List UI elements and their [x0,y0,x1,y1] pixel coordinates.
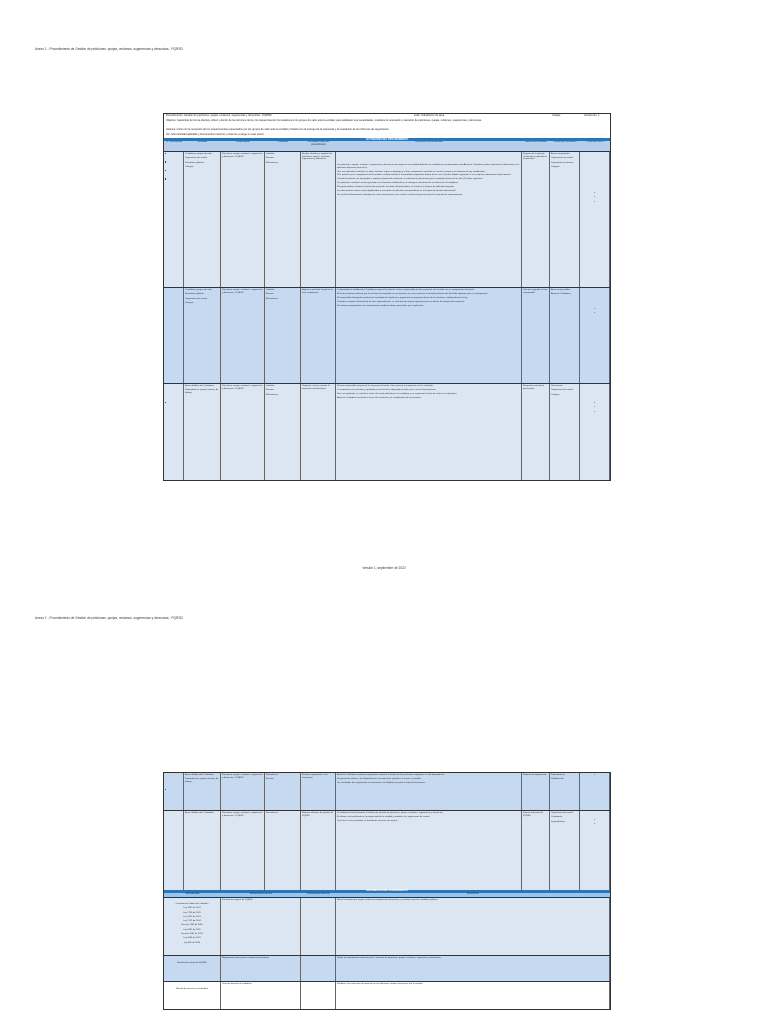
doc-internal [221,956,301,982]
description-paragraph: Los resultados del seguimiento se reportarán a la Subdirección para la toma de decisiones. [337,781,426,784]
control-mark: x [593,196,596,199]
bullet-icon [165,789,182,792]
provider-item: Electrónicas [266,161,278,164]
activity-client [550,811,580,891]
activity-inputs [184,811,221,891]
activity-number [164,811,184,891]
col-provider: Proveedor [265,141,302,151]
description-paragraph: Una vez aprobada, se remitirá a través del canal indicado por el ciudadano y se registrará la fecha de envío en el aplicativo. [337,392,458,395]
description-paragraph: Se realizará seguimiento a los vencimientos mediante alertas generadas por el aplicativo. [337,304,424,307]
input-item: Ciudadano, grupos de valor [185,153,212,155]
description-paragraph: La dependencia de Atención Ciudadana asignará la petición al área responsable de dar respuesta, de acuerdo con su competencia funcional. [337,289,475,291]
activity-key [301,773,336,810]
activity-responsible [221,773,265,810]
client-item: Dependencias internas [551,161,574,164]
info-procedure: Procedimiento: Gestión de peticiones, quejas, reclamos, sugerencias y denuncias - PQRSD [166,114,272,117]
description-paragraph: El responsable designado analizará el contenido de la petición y proyectará la respuesta dentro de los términos establecidos por la ley. [337,296,468,299]
activity-inputs [184,288,221,384]
activity-output [522,288,550,384]
provider-item: Verbales [266,385,275,387]
documents-section-title: DOCUMENTOS DEL PROCEDIMIENTO [164,890,610,893]
doc-external [301,956,336,982]
document-row [164,981,610,1010]
activity-key [301,384,336,481]
activity-responsible [221,152,265,288]
col-number: N.º de actividad [164,141,185,151]
norm-item: Manual de atención al ciudadano [175,988,209,990]
doc-col-internal: Documentos internos [221,893,302,897]
client-item: Colegios [551,393,560,396]
page-header: Anexo 1 - Procedimiento de Gestión de peticiones, quejas, reclamos, sugerencias y denuncias - PQRSD [35,616,183,620]
activity-client [550,152,580,288]
provider-item: Electrónicas [266,297,278,300]
page-header: Anexo 1 - Procedimiento de Gestión de peticiones, quejas, reclamos, sugerencias y denuncias - PQRSD [35,47,183,51]
input-item: Áreas de Atención Ciudadana [185,774,214,776]
client-item: Dependencias [551,774,565,776]
activity-number [164,773,184,810]
responsible-text: Peticiones, quejas, reclamos, sugerencias y denuncias - PQRSD [222,774,263,779]
input-item: Servidores públicos [185,293,205,296]
norm-item: Decreto 1166 de 2016 [181,924,203,927]
description-paragraph: El registro deberá contener la fecha de recepción, los datos del peticionario, el asunto y el número de radicado asignado. [337,186,455,189]
doc-description-text: Define los lineamientos internos para la atención de peticiones, quejas, reclamos, sugerencias y denuncias. [337,957,442,959]
bullet-icon [165,170,182,173]
input-item: Áreas de Atención Ciudadana [185,812,214,814]
key-activity-text: Asignar y trasladar la petición al área competente [302,289,334,294]
client-item: Colegios [551,165,560,168]
activity-description [336,288,522,384]
client-item: Áreas responsables [551,289,571,291]
activity-provider [265,152,301,288]
activity-description [336,152,522,288]
control-mark: x [593,774,596,776]
norm-item: Resolución interna de PQRSD [177,962,207,964]
activity-key [301,288,336,384]
info-leader: Líder: Subdirector de área [414,114,445,117]
internal-doc-text: Guía de atención al ciudadano [222,983,252,985]
control-mark: x [593,406,596,409]
document-row [164,955,610,982]
doc-description [336,898,610,956]
activity-row [164,287,610,384]
description-paragraph: Se elaborará trimestralmente el informe de gestión de peticiones, quejas, reclamos, sugerencias y denuncias. [337,812,444,814]
norm-item: Ley 1474 de 2011 [183,915,201,918]
output-text: Informe trimestral de PQRSD [523,812,544,817]
doc-internal [221,982,301,1010]
provider-item: Verbales [266,289,275,291]
description-paragraph: Atención Ciudadana realizará seguimiento semanal al estado de las peticiones asignadas a cada dependencia. [337,774,445,776]
doc-description [336,982,610,1010]
control-mark: x [593,819,596,821]
internal-doc-text: Reglamento interno para el trámite de peticiones [222,957,270,959]
col-inputs: Entradas [184,141,222,151]
doc-description-text: Establece los protocolos de atención en los diferentes canales dispuestos por la entidad. [337,983,423,985]
control-mark: x [593,402,596,404]
activity-row [164,810,610,891]
activity-inputs [184,773,221,810]
activity-row [164,773,610,810]
output-text: Registro de la petición clasificada y radicada en el aplicativo [523,153,547,161]
responsible-text: Peticiones, quejas, reclamos, sugerencias y denuncias - PQRSD [222,812,263,817]
col-control: Punto de control [580,141,611,151]
activity-provider [265,811,301,891]
activity-inputs [184,152,221,288]
key-activity-text: Proyectar, revisar y enviar la respuesta al peticionario [302,385,330,390]
doc-norms [164,898,221,956]
output-text: Reporte de seguimiento [523,774,547,776]
activity-description [336,384,522,481]
activity-responsible [221,811,265,891]
client-item: Dependencias [551,820,565,823]
norm-item: Ley 1581 de 2012 [183,928,201,931]
description-paragraph: Con base en los resultados se formularán acciones de mejora. [337,819,398,822]
bullet-icon [165,153,182,156]
provider-item: Escritas [266,293,274,296]
client-item: Organismos de control [551,812,574,814]
activity-description [336,773,522,810]
activity-output [522,384,550,481]
activity-control [580,773,610,810]
doc-col-external: Documentos externos [301,893,337,897]
input-item: Dependencias, grupos internos de trabajo [185,389,219,394]
norm-item: Ley 1755 de 2015 [183,911,201,914]
activity-output [522,811,550,891]
control-mark: x [593,823,596,826]
input-item: Ciudadano, grupos de valor [185,289,212,291]
output-text: Respuesta enviada al peticionario [523,385,545,390]
activity-control [580,384,610,481]
input-item: Servidores públicos [185,161,205,164]
activity-number [164,152,184,288]
description-paragraph: Se generarán alertas a las dependencias con peticiones próximas a vencer o vencidas. [337,777,422,780]
activity-row [164,151,610,288]
description-paragraph: Atención Ciudadana verificará el cierre de la petición y el cumplimiento de los términos. [337,396,422,399]
activity-control [580,811,610,891]
doc-col-description: Descripción [336,893,611,897]
activity-responsible [221,384,265,481]
activity-output [522,152,550,288]
description-paragraph: Se verificará diariamente la bandeja de correo institucional y los canales virtuales dispuestos para la recepción de requerimientos. [337,193,463,196]
procedure-sheet-2 [163,772,611,1010]
activity-provider [265,384,301,481]
key-activity-text: Elaborar informes de gestión de PQRSD [302,812,334,817]
activity-responsible [221,288,265,384]
description-paragraph: Cuando se requiera información de otras dependencias, se solicitará de manera oportuna para no afectar los tiempos de respuesta. [337,300,465,303]
description-paragraph: El área responsable proyectará la respuesta de fondo, clara, precisa y congruente con lo solicitado. [337,385,434,387]
doc-col-norms: Normatividad [164,893,222,897]
key-activity-text: Recibir, clasificar y registrar las peticiones, quejas, reclamos, sugerencias y denuncias [302,153,333,161]
activity-number [164,288,184,384]
activity-description [336,811,522,891]
norm-item: Ley 1712 de 2014 [183,920,201,923]
input-item: Colegios [185,301,194,304]
column-header-row [164,141,610,151]
client-item: Áreas competentes [551,153,570,155]
bullet-icon [165,161,182,164]
description-paragraph: Una vez radicada la solicitud, se debe clasificar según su tipología y el área competente, teniendo en cuenta el asunto y los términos de ley establecidos. [337,170,486,173]
key-activity-text: Realizar seguimiento a las respuestas [302,774,328,779]
description-paragraph: Los documentos anexos serán digitalizados y asociados al radicado correspondiente en el sistema de gestión documental. [337,190,456,193]
activity-control [580,288,610,384]
control-mark: x [593,312,596,315]
activity-row [164,383,610,481]
description-paragraph: El área receptora verificará que la solicitud corresponda a sus funciones; en caso contrario, la devolverá dentro del día hábil siguiente para su reasignación. [337,292,489,295]
doc-description-text: Marco normativo que regula el derecho fundamental de petición y su trámite ante las entidades públicas. [337,899,439,901]
info-version: Versión No. 1 [584,114,600,117]
activity-key [301,152,336,288]
control-mark: x [593,200,596,203]
norm-item: Decreto 1081 de 2015 [181,933,203,936]
activity-client [550,384,580,481]
col-responsible: Responsable [221,141,266,151]
bullet-icon [165,178,182,181]
client-item: Ciudadanía [551,816,563,819]
activity-key [301,811,336,891]
bullet-icon [165,402,182,405]
provider-item: Escritas [266,778,274,781]
info-row-scope: Alcance: Inicia con la recepción de los requerimientos presentados por los grupos de valor ante la entidad y finaliza con la entrega de la respuesta y la evaluación de los informes de seguimiento. [164,128,610,134]
description-paragraph: Los peticiones, quejas, reclamos, sugerencias y denuncias que ingresen a la entidad deberán ser recibidas por la dependencia de Atención Ciudadana, quien registrará la información en el aplicativo dispuesto para tal fin. [337,164,520,169]
description-paragraph: La respuesta será revisada y aprobada por el jefe de la dependencia antes de su envío al peticionario. [337,388,437,391]
client-item: Subdirección [551,778,564,781]
description-paragraph: Si la petición no es competencia de la entidad, se dará traslado a la autoridad competente dentro de los cinco (5) días hábiles siguientes a su recepción, informando al peticionario. [337,174,512,177]
provider-item: Escritas [266,157,274,160]
provider-item: Electrónicas [266,812,278,814]
responsible-text: Peticiones, quejas, reclamos, sugerencias y denuncias - PQRSD [222,289,263,294]
description-paragraph: El informe será publicado en la página web de la entidad y remitido a los organismos de control. [337,815,431,818]
page-footer: Versión 1, septiembre de 2022 [362,566,406,570]
provider-item: Verbales [266,153,275,155]
activity-provider [265,288,301,384]
activity-control [580,152,610,288]
activity-provider [265,773,301,810]
activity-output [522,773,550,810]
control-mark: x [593,308,596,310]
description-paragraph: Las peticiones verbales serán registradas en el formato establecido y se entregará constancia de su radicación al ciudadano. [337,182,459,185]
responsible-text: Peticiones, quejas, reclamos, sugerencias y denuncias - PQRSD [222,385,263,390]
section-title: ACTIVIDADES DEL PROCEDIMIENTO [164,138,610,141]
doc-description [336,956,610,982]
provider-item: Escritas [266,389,274,392]
input-item: Colegios [185,165,194,168]
doc-external [301,982,336,1010]
procedure-sheet-1 [163,113,611,481]
control-mark: x [593,410,596,413]
document-row [164,897,610,956]
client-item: Organismos de control [551,389,574,392]
client-item: Atención Ciudadana [551,293,571,296]
col-client: Cliente de información [550,141,581,151]
provider-item: Electrónicas [266,774,278,776]
internal-doc-text: Formato de registro de PQRSD [222,899,253,901]
activity-number [164,384,184,481]
client-item: Organismos de control [551,157,574,160]
provider-item: Electrónicas [266,393,278,396]
output-text: Petición asignada al área responsable [523,289,548,294]
description-paragraph: Cuando la petición sea incompleta o requiera información adicional, se solicitará al peticionario que la complete dentro de los diez (10) días siguientes. [337,178,484,181]
doc-norms [164,982,221,1010]
doc-external [301,898,336,956]
doc-norms [164,956,221,982]
activity-inputs [184,384,221,481]
norm-item: Ley 1437 de 2011 [183,907,201,910]
info-code: Código: [552,114,561,117]
col-key-activity: Actividades clave del procedimiento [301,141,337,151]
responsible-text: Peticiones, quejas, reclamos, sugerencias y denuncias - PQRSD [222,153,263,158]
info-row-see: Ver: Normatividad aplicable y Documentos internos y externos a cargo en este anexo [164,133,610,139]
activity-client [550,773,580,810]
input-item: Áreas de Atención Ciudadana [185,385,214,387]
norm-item: Constitución Política de Colombia [175,903,209,905]
doc-internal [221,898,301,956]
norm-item: Ley 2080 de 2021 [183,937,201,940]
info-row-objective: Objetivo: Garantizar de forma efectiva, eficaz y dentro de los términos de ley, los requerimientos formulados por los grupos de valor ante la entidad, para satisfacer sus necesidades, mediante la orientación y atención de peticiones, quejas, reclamos, sugerencias y denuncias. [164,119,610,129]
input-item: Organismos de control [185,157,208,160]
col-output: Salida de información [522,141,551,151]
col-description: Descripción de la actividad [336,141,523,151]
control-mark: x [593,192,596,194]
activity-client [550,288,580,384]
norm-item: Ley 962 de 2005 [183,941,201,944]
input-item: Organismos de control [185,297,208,300]
client-item: Peticionario [551,385,563,387]
input-item: Dependencias, grupos internos de trabajo [185,778,219,783]
